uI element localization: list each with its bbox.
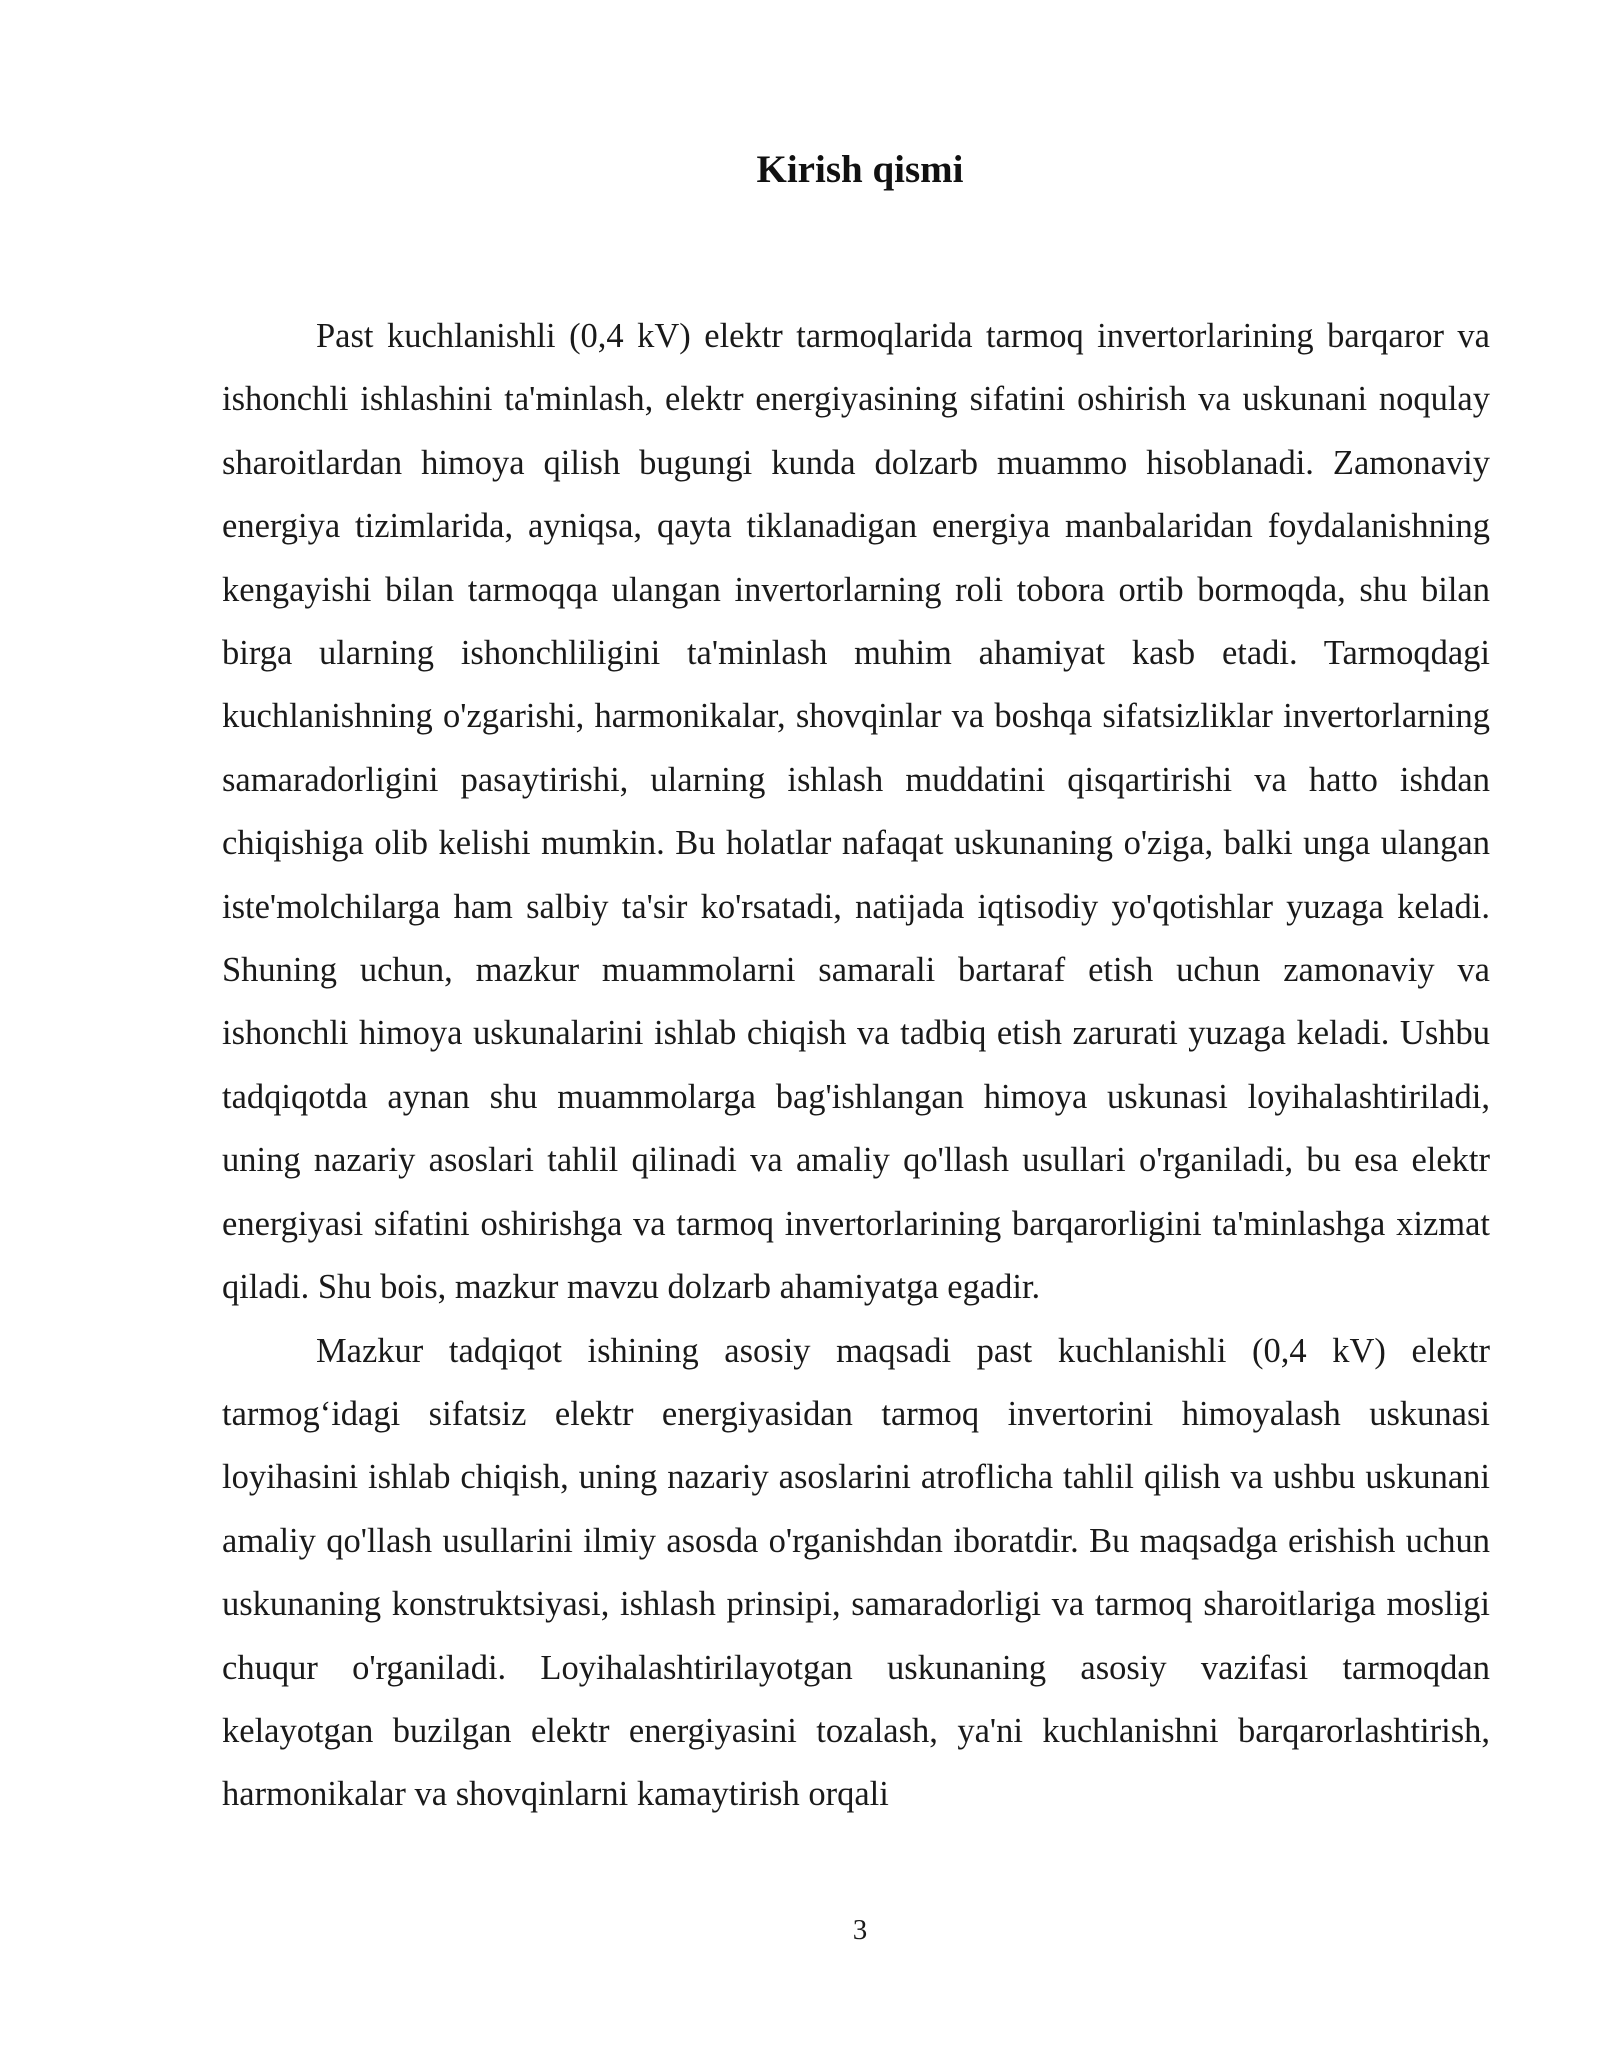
paragraph-2: Mazkur tadqiqot ishining asosiy maqsadi past kuchlanishli (0,4 kV) elektr tarmog‘idagi sifatsiz elektr energiyasidan tarmoq invertorini himoyalash uskunasi loyihasini ishlab chiqish, uning nazariy asoslarini atroflicha tahlil qilish va ushbu uskunani amaliy qo'llash usullarini ilmiy asosda o'rganishdan iboratdir. Bu maqsadga erishish uchun uskunaning konstruktsiyasi, ishlash prinsipi, samaradorligi va tarmoq sharoitlariga mosligi chuqur o'rganiladi. Loyihalashtirilayotgan uskunaning asosiy vazifasi tarmoqdan kelayotgan buzilgan elektr energiyasini tozalash, ya'ni kuchlanishni barqarorlashtirish, harmonikalar va shovqinlarni kamaytirish orqali (222, 1331, 1490, 1814)
body-text (222, 305, 1490, 1827)
page-number: 3 (852, 1914, 868, 1946)
page-title: Kirish qismi (756, 148, 964, 191)
paragraph-1: Past kuchlanishli (0,4 kV) elektr tarmoqlarida tarmoq invertorlarining barqaror va ishonchli ishlashini ta'minlash, elektr energiyasining sifatini oshirish va uskunani noqulay sharoitlardan himoya qilish bugungi kunda dolzarb muammo hisoblanadi. Zamonaviy energiya tizimlarida, ayniqsa, qayta tiklanadigan energiya manbalaridan foydalanishning kengayishi bilan tarmoqqa ulangan invertorlarning roli tobora ortib bormoqda, shu bilan birga ularning ishonchliligini ta'minlash muhim ahamiyat kasb etadi. Tarmoqdagi kuchlanishning o'zgarishi, harmonikalar, shovqinlar va boshqa sifatsizliklar invertorlarning samaradorligini pasaytirishi, ularning ishlash muddatini qisqartirishi va hatto ishdan chiqishiga olib kelishi mumkin. Bu holatlar nafaqat uskunaning o'ziga, balki unga ulangan iste'molchilarga ham salbiy ta'sir ko'rsatadi, natijada iqtisodiy yo'qotishlar yuzaga keladi. Shuning uchun, mazkur muammolarni samarali bartaraf etish uchun zamonaviy va ishonchli himoya uskunalarini ishlab chiqish va tadbiq etish zarurati yuzaga keladi. Ushbu tadqiqotda aynan shu muammolarga bag'ishlangan himoya uskunasi loyihalashtiriladi, uning nazariy asoslari tahlil qilinadi va amaliy qo'llash usullari o'rganiladi, bu esa elektr energiyasi sifatini oshirishga va tarmoq invertorlarining barqarorligini ta'minlashga xizmat qiladi. Shu bois, mazkur mavzu dolzarb ahamiyatga egadir. (222, 317, 1490, 1307)
